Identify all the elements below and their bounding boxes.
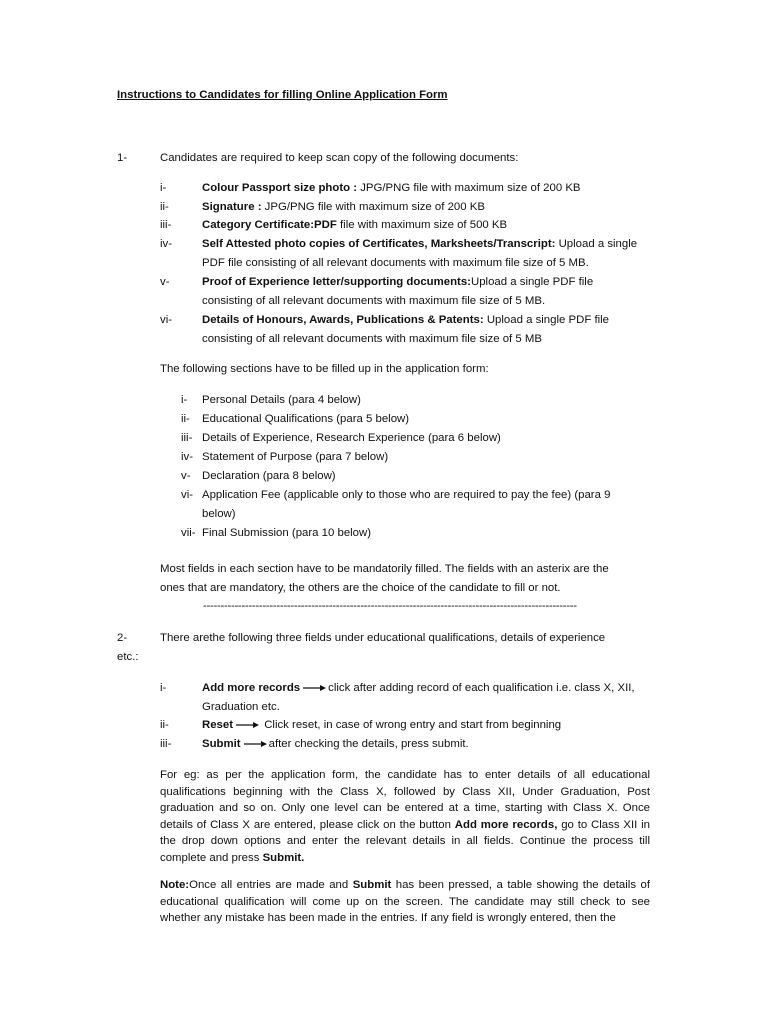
section-2-number: 2- xyxy=(117,632,128,644)
example-paragraph xyxy=(160,767,650,866)
doc-item-number: ii- xyxy=(160,201,169,213)
note-text: Once all entries are made and xyxy=(189,879,353,891)
field-item-text: Click reset, in case of wrong entry and start from beginning xyxy=(261,719,562,731)
section-2-intro: There arethe following three fields under educational qualifications, details of experience xyxy=(160,632,606,644)
doc-item-text: JPG/PNG file with maximum size of 200 KB xyxy=(357,182,581,194)
field-item-text: after checking the details, press submit. xyxy=(268,738,469,750)
doc-item-number: v- xyxy=(160,276,170,288)
field-item-label: Add more records xyxy=(202,682,301,694)
doc-item-label: Category Certificate:PDF xyxy=(202,219,337,231)
doc-item xyxy=(202,237,637,252)
doc-item-continuation: PDF file consisting of all relevant documents with maximum file size of 5 MB. xyxy=(202,257,589,269)
doc-item xyxy=(202,218,507,233)
doc-item-number: iv- xyxy=(160,238,173,250)
right-arrow-icon xyxy=(302,684,326,692)
doc-item-text: Upload a single xyxy=(555,238,638,250)
section-item: Final Submission (para 10 below) xyxy=(202,527,372,539)
doc-item-text: file with maximum size of 500 KB xyxy=(336,219,508,231)
doc-item xyxy=(202,313,609,328)
section-item-number: i- xyxy=(181,394,188,406)
field-item-number: ii- xyxy=(160,719,169,731)
separator-line: ----------------------------------------------------------------------------------------------------------- xyxy=(203,600,577,612)
doc-item xyxy=(202,200,485,215)
doc-item-label: Proof of Experience letter/supporting documents: xyxy=(202,276,471,288)
section-item: Details of Experience, Research Experience (para 6 below) xyxy=(202,432,501,444)
page-title: Instructions to Candidates for filling Online Application Form xyxy=(117,89,448,101)
section-item-number: v- xyxy=(181,470,191,482)
doc-item-text: JPG/PNG file with maximum size of 200 KB xyxy=(261,201,485,213)
section-1-number: 1- xyxy=(117,152,128,164)
field-item xyxy=(202,737,469,752)
section-item: Declaration (para 8 below) xyxy=(202,470,336,482)
section-item-number: ii- xyxy=(181,413,190,425)
section-2-intro-continuation: etc.: xyxy=(117,651,139,663)
section-item-number: vii- xyxy=(181,527,196,539)
section-item: Personal Details (para 4 below) xyxy=(202,394,361,406)
doc-item-text: Upload a single PDF file xyxy=(483,314,610,326)
doc-item-label: Signature : xyxy=(202,201,262,213)
section-item-number: iv- xyxy=(181,451,194,463)
field-item-text: click after adding record of each qualification i.e. class X, XII, xyxy=(328,682,635,694)
right-arrow-icon xyxy=(243,740,267,748)
sections-intro: The following sections have to be filled up in the application form: xyxy=(160,363,489,375)
example-text: go to Class XII in the drop down options and enter the relevant details in all fields. Continue the process till complete and press xyxy=(160,818,650,864)
example-bold: Submit. xyxy=(262,851,305,864)
doc-item xyxy=(202,275,593,290)
field-item xyxy=(202,718,561,733)
section-item-continuation: below) xyxy=(202,508,236,520)
doc-item-label: Details of Honours, Awards, Publications & Patents: xyxy=(202,314,484,326)
doc-item-label: Colour Passport size photo : xyxy=(202,182,358,194)
section-item: Educational Qualifications (para 5 below) xyxy=(202,413,410,425)
doc-item-number: iii- xyxy=(160,219,172,231)
section-1-intro: Candidates are required to keep scan copy of the following documents: xyxy=(160,152,519,164)
doc-item-label: Self Attested photo copies of Certificates, Marksheets/Transcript: xyxy=(202,238,556,250)
mandatory-note-line: ones that are mandatory, the others are the choice of the candidate to fill or not. xyxy=(160,582,561,594)
field-item-label: Submit xyxy=(202,738,241,750)
doc-item-number: i- xyxy=(160,182,167,194)
section-item: Statement of Purpose (para 7 below) xyxy=(202,451,389,463)
field-item-continuation: Graduation etc. xyxy=(202,701,280,713)
doc-item-continuation: consisting of all relevant documents with maximum file size of 5 MB. xyxy=(202,295,546,307)
doc-item xyxy=(202,181,581,196)
doc-item-number: vi- xyxy=(160,314,173,326)
example-text: For eg: as per the application form, the candidate has to enter details of all educational qualifications beginning with the Class X, followed by Class XII, Under Graduation, Post graduation and so on. Only one level can be entered at a time, starting with Class X. Once details of Class X are entered, please click on the button xyxy=(160,769,650,831)
note-label: Note: xyxy=(160,879,190,891)
section-item-number: vi- xyxy=(181,489,194,501)
note-text: has been pressed, a table showing the details of educational qualification will come up on the screen. The candidate may still check to see whether any mistake has been made in the entries. If any field is wrongly entered, then the xyxy=(160,879,650,924)
section-item: Application Fee (applicable only to those who are required to pay the fee) (para 9 xyxy=(202,489,611,501)
example-bold: Add more records, xyxy=(454,818,558,831)
doc-item-continuation: consisting of all relevant documents with maximum file size of 5 MB xyxy=(202,333,542,345)
note-paragraph xyxy=(160,877,650,927)
doc-item-text: Upload a single PDF file xyxy=(470,276,594,288)
field-item-number: i- xyxy=(160,682,167,694)
field-item xyxy=(202,681,635,696)
note-bold: Submit xyxy=(352,879,392,891)
right-arrow-icon xyxy=(235,721,259,729)
field-item-label: Reset xyxy=(202,719,234,731)
mandatory-note-line: Most fields in each section have to be mandatorily filled. The fields with an asterix are the xyxy=(160,563,609,575)
section-item-number: iii- xyxy=(181,432,193,444)
field-item-number: iii- xyxy=(160,738,172,750)
